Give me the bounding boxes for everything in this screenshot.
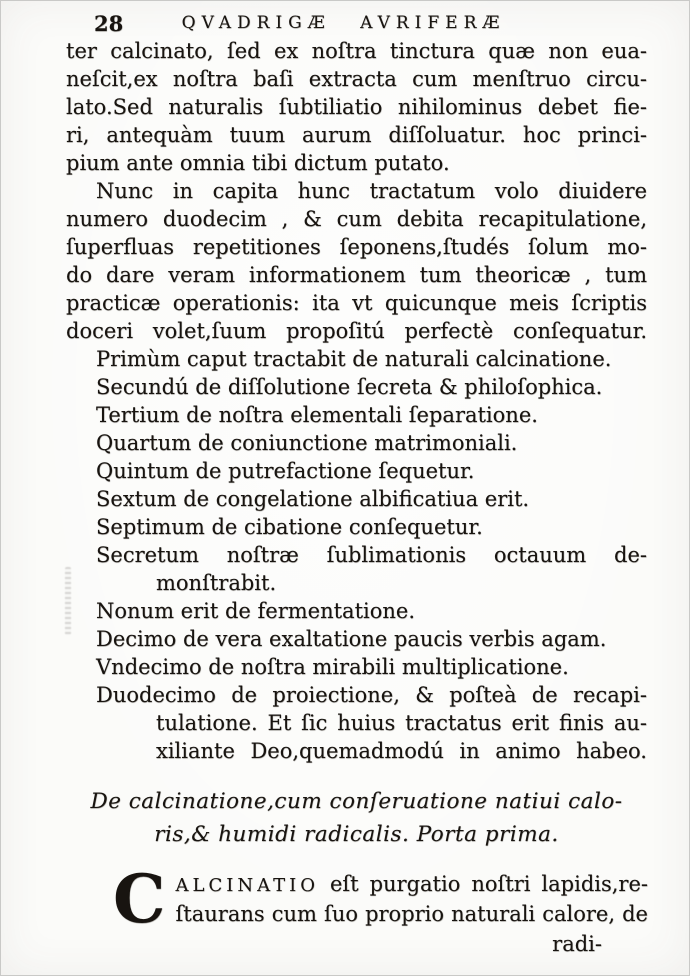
- list-item: Vndecimo de noſtra mirabili multiplicatione.: [96, 655, 569, 679]
- chapter-line: ſtaurans cum ſuo proprio naturali calore, de: [175, 902, 648, 926]
- list-item-continuation: tulatione. Et ſic huius tractatus erit finis au-: [156, 711, 647, 735]
- list-item: Duodecimo de proiectione, & poſteà de recapi-: [96, 683, 647, 707]
- list-item-continuation: monſtrabit.: [156, 571, 277, 595]
- list-item: Quintum de putrefactione ſequetur.: [96, 459, 475, 483]
- chapter-opening-paragraph: [113, 860, 648, 938]
- list-item: Quartum de coniunctione matrimoniali.: [96, 431, 518, 455]
- chapter-line: [113, 870, 648, 900]
- text-line: ter calcinato, ſed ex noſtra tinctura quæ non eua-: [66, 39, 647, 63]
- list-item: Decimo de vera exaltatione paucis verbis agam.: [96, 627, 607, 651]
- text-line: neſcit,ex noſtra baſi extracta cum menſtruo circu-: [66, 67, 647, 91]
- text-line: lato.Sed naturalis ſubtiliatio nihilominus debet fie-: [66, 95, 647, 119]
- running-title: QVADRIGÆ AVRIFERÆ: [181, 13, 506, 33]
- list-item: Secretum noſtræ ſublimationis octauum de-: [96, 543, 647, 567]
- text-line: Nunc in capita hunc tractatum volo diuidere: [96, 179, 647, 203]
- text-line: ri, antequàm tuum aurum diſſoluatur. hoc princi-: [66, 123, 647, 147]
- list-item-continuation: xiliante Deo,quemadmodú in animo habeo.: [156, 739, 647, 763]
- list-item: Primùm caput tractabit de naturali calcinatione.: [96, 347, 612, 371]
- page-header: [66, 9, 647, 39]
- list-item: Sextum de congelatione albificatiua erit.: [96, 487, 530, 511]
- catchword: radi-: [552, 932, 602, 956]
- section-heading: [66, 785, 647, 851]
- text-line: practicæ operationis: ita vt quicunque meis ſcriptis: [66, 291, 647, 315]
- text-line: do dare veram informationem tum theoricæ , tum: [66, 263, 647, 287]
- text-line: pium ante omnia tibi dictum putato.: [66, 151, 450, 175]
- list-item: Septimum de cibatione conſequetur.: [96, 515, 483, 539]
- main-text-block: [66, 37, 647, 765]
- text-line: ſuperfluas repetitiones ſeponens,ſtudés ſolum mo-: [66, 235, 647, 259]
- text-line: doceri volet,ſuum propoſitú perfectè conſequatur.: [66, 319, 647, 343]
- section-heading-line: De calcinatione,cum conſeruatione natiui calo-: [90, 789, 623, 814]
- list-item: Tertium de noſtra elementali ſeparatione.: [96, 403, 538, 427]
- section-heading-line: ris,& humidi radicalis. Porta prima.: [154, 822, 559, 847]
- drop-cap-initial: C: [113, 860, 166, 938]
- page-number: 28: [94, 11, 124, 36]
- list-item: Nonum erit de fermentatione.: [96, 599, 415, 623]
- list-item: Secundú de diſſolutione ſecreta & philoſophica.: [96, 375, 603, 399]
- scan-artifact: [65, 567, 71, 635]
- chapter-line-text: eſt purgatio noſtri lapidis,re-: [319, 872, 648, 896]
- text-line: numero duodecim , & cum debita recapitulatione,: [66, 207, 647, 231]
- chapter-first-word-caps: ALCINATIO: [175, 875, 320, 896]
